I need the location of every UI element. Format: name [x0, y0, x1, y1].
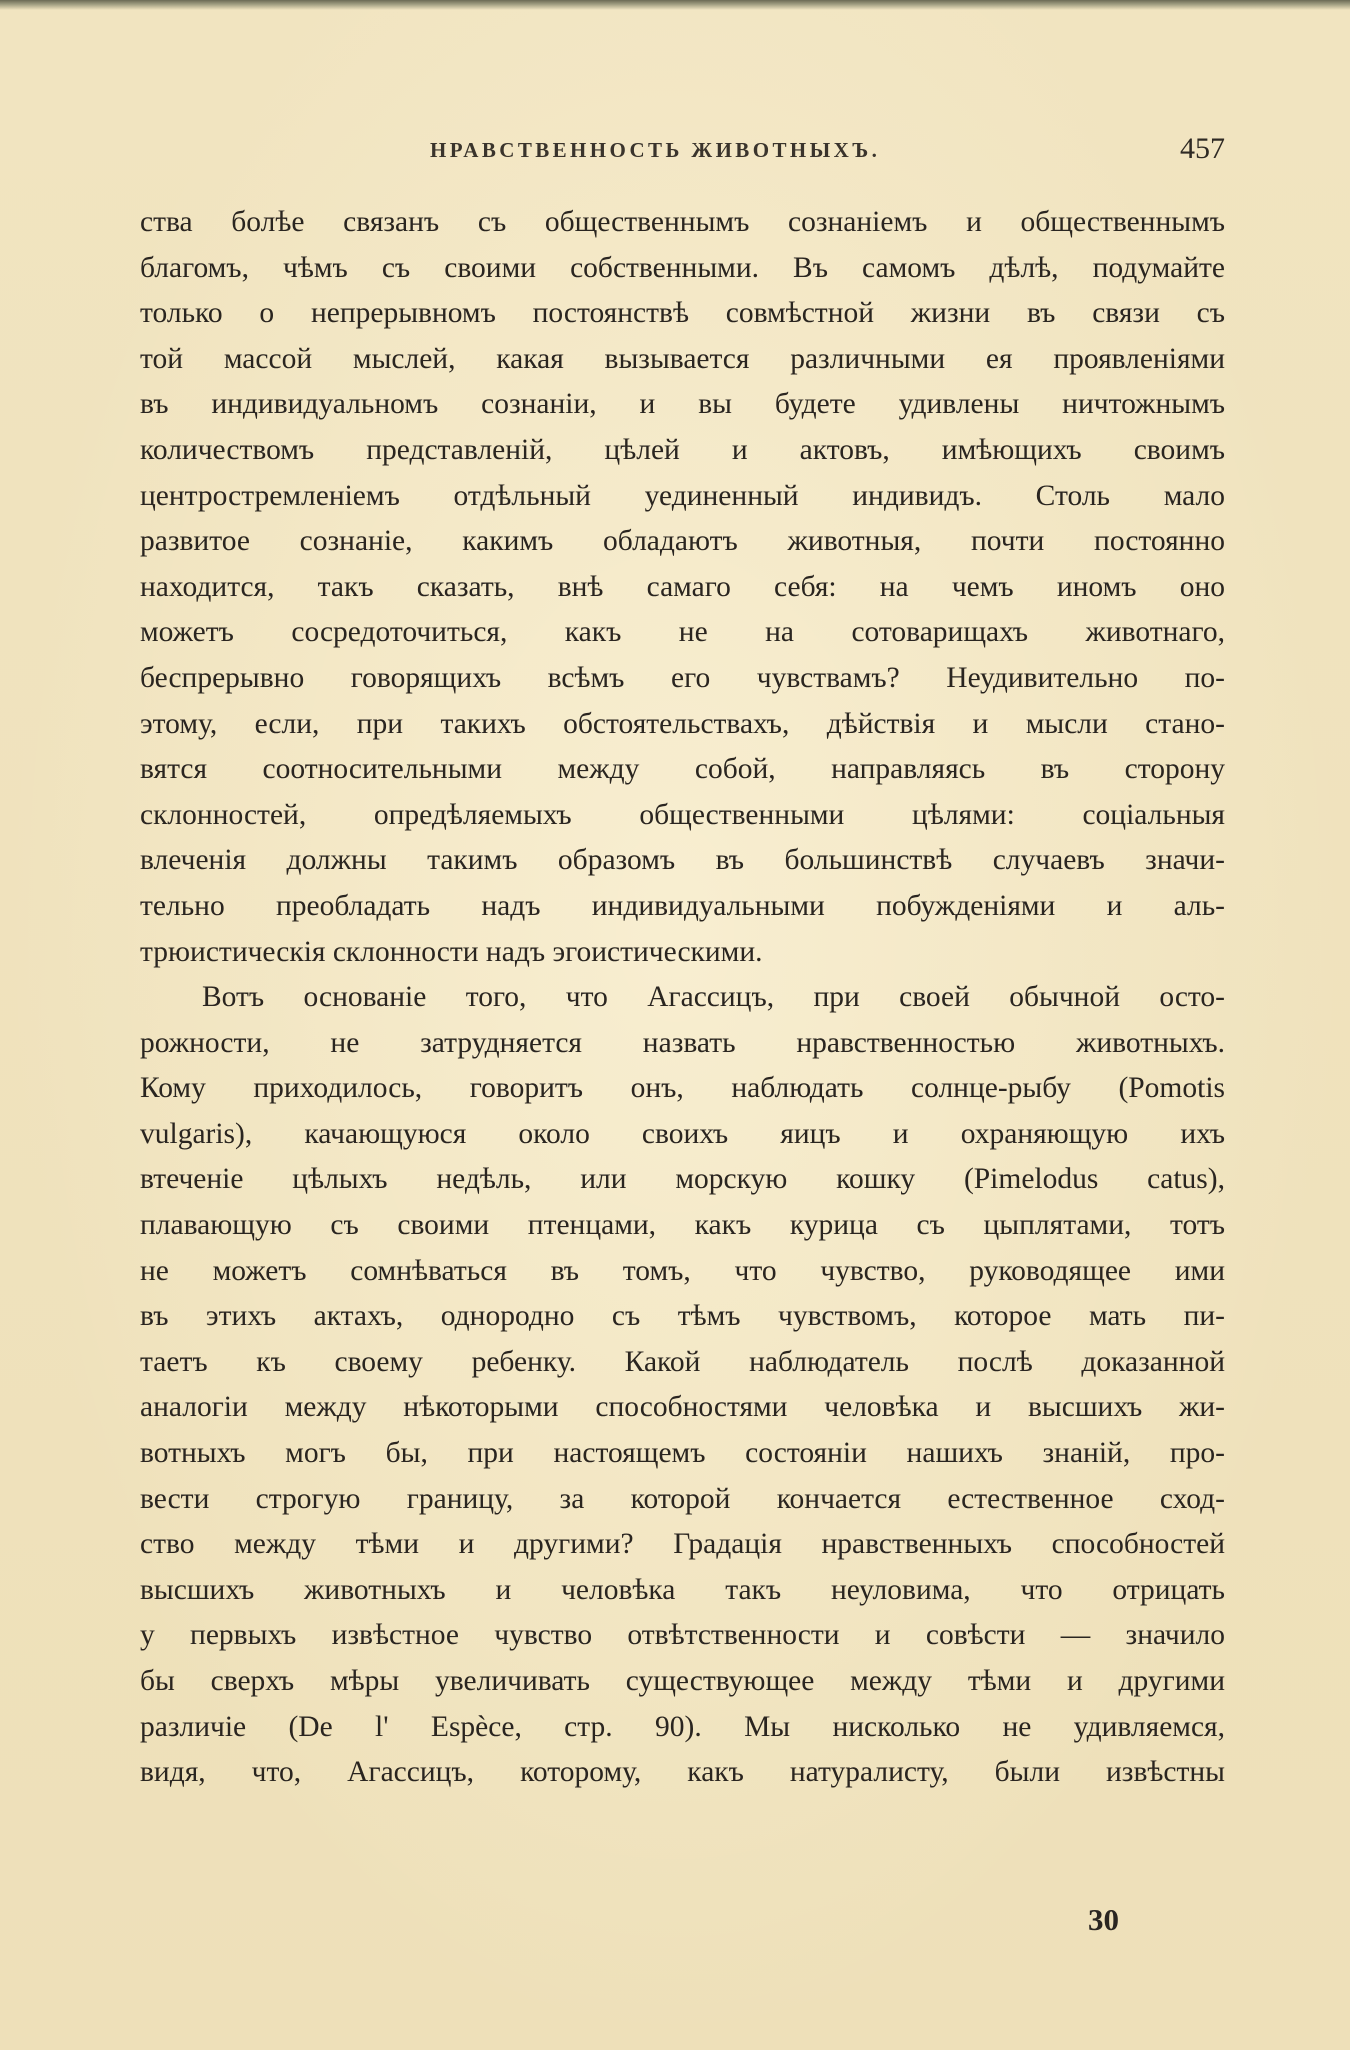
body-text	[140, 200, 1225, 1796]
text-line: благомъ, чѣмъ съ своими собственными. Въ самомъ дѣлѣ, подумайте	[140, 251, 1225, 284]
text-line: рожности, не затрудняется назвать нравственностью животныхъ.	[140, 1026, 1225, 1059]
text-line: вотныхъ могъ бы, при настоящемъ состояніи нашихъ знаній, про-	[140, 1437, 1225, 1470]
text-line: ства болѣе связанъ съ общественнымъ сознаніемъ и общественнымъ	[140, 206, 1225, 238]
text-line: вести строгую границу, за которой кончается естественное сход-	[140, 1482, 1225, 1515]
text-line: можетъ сосредоточиться, какъ не на сотоварищахъ животнаго,	[140, 616, 1225, 649]
text-line: той массой мыслей, какая вызывается различными ея проявленіями	[140, 342, 1225, 375]
text-line: въ этихъ актахъ, однородно съ тѣмъ чувствомъ, которое мать пи-	[140, 1300, 1225, 1333]
text-line: въ индивидуальномъ сознаніи, и вы будете удивлены ничтожнымъ	[140, 388, 1225, 421]
text-line: ство между тѣми и другими? Градація нравственныхъ способностей	[140, 1528, 1225, 1561]
text-line: Кому приходилось, говоритъ онъ, наблюдать солнце-рыбу (Pomotis	[140, 1072, 1225, 1105]
text-line: беспрерывно говорящихъ всѣмъ его чувствамъ? Неудивительно по-	[140, 661, 1225, 694]
text-line: не можетъ сомнѣваться въ томъ, что чувство, руководящее ими	[140, 1254, 1225, 1287]
paragraph-end-line: трюистическія склонности надъ эгоистическими.	[140, 935, 763, 968]
running-head	[140, 132, 1225, 176]
text-line: находится, такъ сказать, внѣ самаго себя: на чемъ иномъ оно	[140, 570, 1225, 603]
text-line: втеченіе цѣлыхъ недѣль, или морскую кошку (Pimelodus catus),	[140, 1163, 1225, 1196]
text-line: аналогіи между нѣкоторыми способностями человѣка и высшихъ жи-	[140, 1391, 1225, 1424]
page-number: 457	[1180, 132, 1225, 165]
text-line: видя, что, Агассицъ, которому, какъ натуралисту, были извѣстны	[140, 1756, 1225, 1789]
text-line: этому, если, при такихъ обстоятельствахъ, дѣйствія и мысли стано-	[140, 707, 1225, 740]
running-title: НРАВСТВЕННОСТЬ ЖИВОТНЫХЪ.	[430, 138, 881, 162]
text-line: развитое сознаніе, какимъ обладаютъ животныя, почти постоянно	[140, 525, 1225, 558]
paragraph-start-line: Вотъ основаніе того, что Агассицъ, при своей обычной осто-	[202, 981, 1225, 1014]
text-line: vulgaris), качающуюся около своихъ яицъ и охраняющую ихъ	[140, 1117, 1225, 1150]
text-line: центростремленіемъ отдѣльный уединенный индивидъ. Столь мало	[140, 479, 1225, 512]
text-line: плавающую съ своими птенцами, какъ курица съ цыплятами, тотъ	[140, 1209, 1225, 1242]
text-line: вятся соотносительными между собой, направляясь въ сторону	[140, 753, 1225, 786]
text-line: высшихъ животныхъ и человѣка такъ неуловима, что отрицать	[140, 1573, 1225, 1606]
text-line: таетъ къ своему ребенку. Какой наблюдатель послѣ доказанной	[140, 1345, 1225, 1378]
text-line: влеченія должны такимъ образомъ въ большинствѣ случаевъ значи-	[140, 844, 1225, 877]
signature-mark: 30	[1088, 1902, 1119, 1937]
text-line: бы сверхъ мѣры увеличивать существующее между тѣми и другими	[140, 1665, 1225, 1697]
text-line: тельно преобладать надъ индивидуальными побужденіями и аль-	[140, 889, 1225, 922]
text-line: у первыхъ извѣстное чувство отвѣтственности и совѣсти — значило	[140, 1619, 1225, 1652]
text-line: только о непрерывномъ постоянствѣ совмѣстной жизни въ связи съ	[140, 297, 1225, 330]
text-line: количествомъ представленій, цѣлей и актовъ, имѣющихъ своимъ	[140, 433, 1225, 466]
text-line: различіе (De l' Espèce, стр. 90). Мы нисколько не удивляемся,	[140, 1710, 1225, 1743]
scan-top-edge	[0, 0, 1350, 10]
text-line: склонностей, опредѣляемыхъ общественными цѣлями: соціальныя	[140, 798, 1225, 831]
